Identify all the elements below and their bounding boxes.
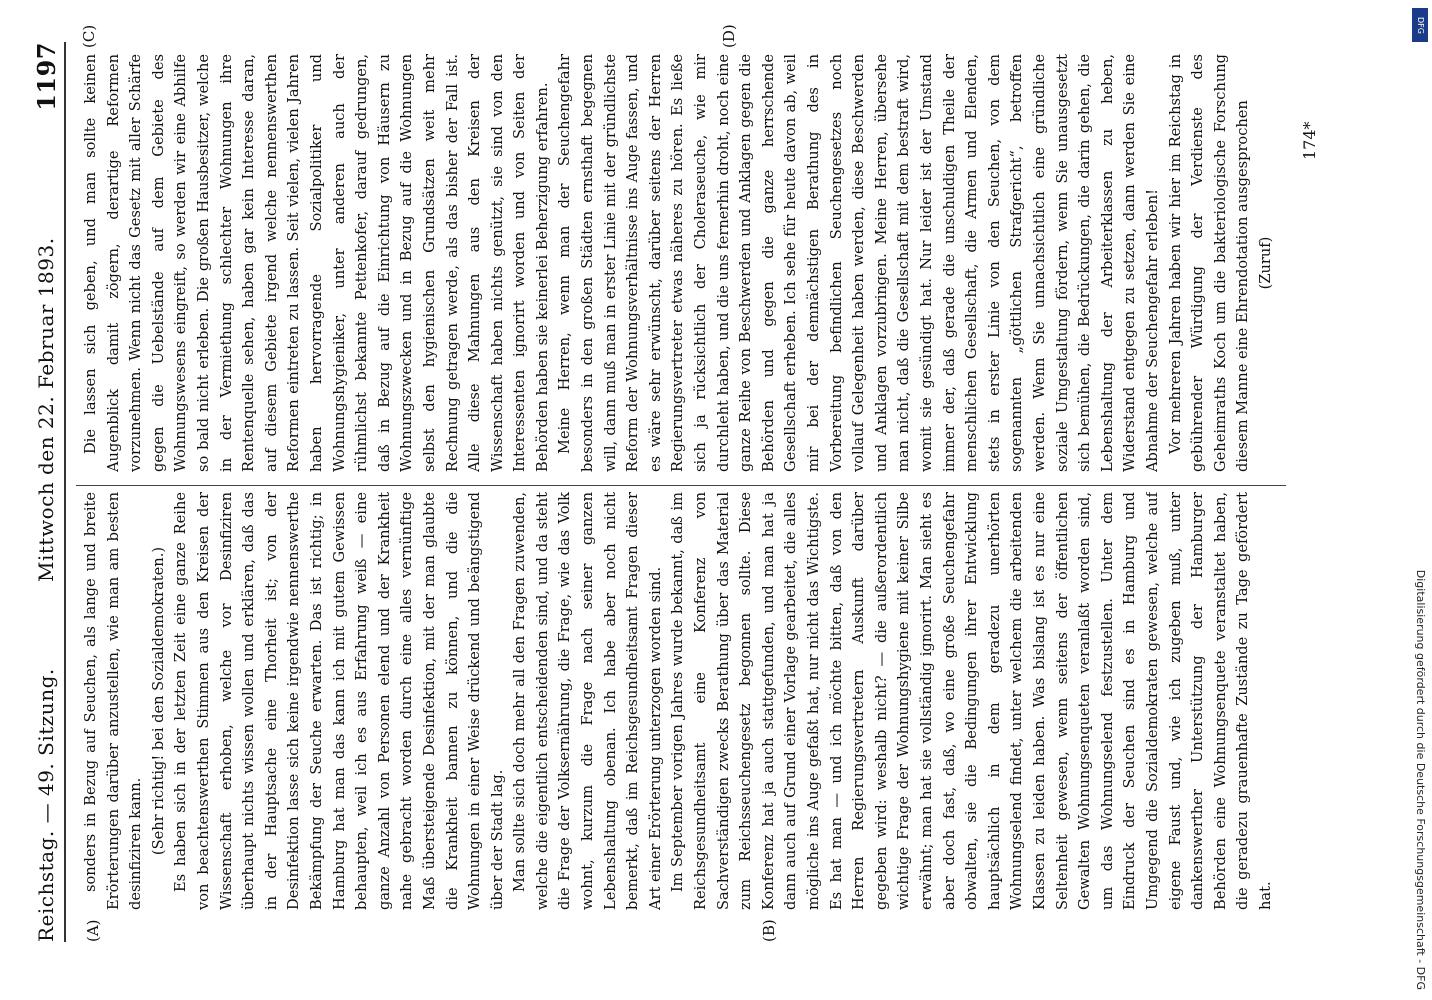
column-divider (76, 485, 1286, 486)
paragraph: Im September vorigen Jahres wurde bekannt, daß im Reichsgesundheitsamt eine Konferenz von Sachverständigen zwecks Berathung über das Material zum Reichsseuchengesetz begonnen sollte. Diese Konferenz hat ja auch stattgefunden, und man hat ja dann auch auf Grund einer Vorlage gearbeitet, die alles mögliche ins Auge gefaßt hat, nur nicht das Wichtigste. Es hat man — und ich möchte bitten, daß von den Herren Regierungsvertretern Auskunft darüber gegeben wird: weshalb nicht? — die außerordentlich wichtige Frage der Wohnungshygiene mit keiner Silbe erwähnt; man hat sie vollständig ignorirt. Man sieht es aber doch fast, daß, wo eine große Seuchengefahr obwalten, sie die Bedingungen ihrer Entwicklung hauptsächlich in dem geradezu unerhörten Wohnungselend findet, unter welchem die arbeitenden Klassen zu leiden haben. Was bislang ist es nur eine Seltenheit gewesen, wenn seitens der öffentlichen Gewalten Wohnungsenqueten veranlaßt worden sind, um das Wohnungselend festzustellen. Unter dem Eindruck der Seuchen sind es in Hamburg und Umgegend die Sozialdemokraten gewesen, welche auf eigene Faust und, wie ich zugeben muß, unter dankenswerther Unterstützung der Hamburger Behörden eine Wohnungsenquete veranstaltet haben, die geradezu grauenhafte Zustände zu Tage gefördert hat. (669, 492, 1274, 910)
paragraph: Man sollte sich doch mehr all den Fragen zuwenden, welche die eigentlich entscheidenden sind, und da steht die Frage der Volksernährung, die Frage, wie das Volk wohnt, kurzum die Frage nach seiner ganzen Lebenshaltung obenan. Ich habe aber noch nicht bemerkt, daß im Reichsgesundheitsamt Fragen dieser Art einer Erörterung unterzogen worden sind. (511, 492, 664, 910)
left-column (80, 492, 1280, 910)
folio-mark: 174* (1300, 121, 1319, 160)
margin-marker-d: (D) (720, 24, 738, 48)
header-rule (64, 42, 66, 942)
paragraph: sonders in Bezug auf Seuchen, als lange und breite Erörterungen darüber anzustellen, wie man am besten desinfiziren kann. (82, 492, 145, 910)
page-number: 1197 (32, 42, 61, 111)
paragraph (1277, 54, 1280, 472)
paragraph: Die lassen sich geben, und man sollte keinen Augenblick damit zögern, derartige Reformen vorzunehmen. Wenn nicht das Gesetz mit aller Schärfe gegen die Uebelstände auf dem Gebiete des Wohnungswesens eingreift, so werden wir eine Abhilfe so bald nicht erleben. Die großen Hausbesitzer, welche in der Vermiethung schlechter Wohnungen ihre Rentenquelle sehen, haben gar kein Interesse daran, auf diesem Gebiete irgend welche nennenswerthen Reformen eintreten zu lassen. Seit vielen, vielen Jahren haben hervorragende Sozialpolitiker und Wohnungshygieniker, unter anderen auch der rühmlichst bekannte Pettenkofer, darauf gedrungen, daß in Bezug auf die Einrichtung von Häusern zu Wohnungszwecken und in Bezug auf die Wohnungen selbst den hygienischen Grundsätzen weit mehr Rechnung getragen werde, als das bisher der Fall ist. Alle diese Mahnungen aus den Kreisen der Wissenschaft haben nichts genützt, sie sind von den Interessenten ignorirt worden und von Seiten der Behörden haben sie keinerlei Beherzigung erfahren. (82, 54, 551, 472)
header-session: Reichstag. — 49. Sitzung. (34, 668, 58, 942)
digitization-credit: Digitalisierung gefördert durch die Deutsche Forschungsgemeinschaft - DFG (1414, 569, 1427, 990)
paragraph: (Zuruf) (1256, 236, 1274, 290)
header-date: Mittwoch den 22. Februar 1893. (34, 237, 58, 582)
paragraph: Es haben sich in der letzten Zeit eine ganze Reihe von beachtenswerthen Stimmen aus den Kreisen der Wissenschaft erhoben, welche vor Desinfiziren überhaupt nichts wissen wollen und erklären, daß das in der Hauptsache eine Thorheit ist; von der Desinfektion lasse sich keine irgendwie nennenswerthe Bekämpfung der Seuche erwarten. Das ist richtig; in Hamburg hat man das kann ich mit gutem Gewissen behaupten, weil ich es aus Erfahrung weiß — eine ganze Anzahl von Personen elend und der Krankheit nahe gebracht worden durch eine alles vernünftige Maß übersteigende Desinfektion, mit der man glaubte die Krankheit bannen zu können, und die die Wohnungen in einer Weise drückend und beängstigend über der Stadt lag. (172, 492, 506, 910)
margin-marker-a: (A) (84, 919, 102, 942)
digitization-credit-strip (1408, 0, 1432, 1000)
paragraph: (Sehr richtig! bei den Sozialdemokraten.) (149, 546, 167, 856)
paragraph: Meine Herren, wenn man der Seuchengefahr besonders in den großen Städten ernsthaft begegnen will, dann muß man in erster Linie mit der gründlichste Reform der Wohnungsverhältnisse ins Auge fassen, und es wäre sehr erwünscht, darüber seitens der Herren Regierungsvertreter etwas näheres zu hören. Es ließe sich ja rücksichtlich der Choleraseuche, wie mir durchleht haben, und die uns fernerhin droht, noch eine ganze Reihe von Beschwerden und Anklagen gegen die Behörden und gegen die ganze herrschende Gesellschaft erheben. Ich sehe für heute davon ab, weil mir bei der demnächstigen Berathung des in Vorbereitung befindlichen Seuchengesetzes noch vollauf Gelegenheit haben werden, diese Beschwerden und Anklagen vorzubringen. Meine Herren, übersehe man nicht, daß die Gesellschaft mit dem bestraft wird, womit sie gesündigt hat. Nur leider ist der Umstand immer der, daß gerade die unschuldigen Theile der menschlichen Gesellschaft, die Armen und Elenden, stets in erster Linie von den Seuchen, von dem sogenannten „göttlichen Strafgericht“, betroffen werden. Wenn Sie unnachsichtlich eine gründliche soziale Umgestaltung fördern, wenn Sie unausgesetzt sich bemühen, die Bedrückungen, die darin gehen, die Lebenshaltung der Arbeiterklassen zu heben, Widerstand entgegen zu setzen, dann werden Sie eine Abnahme der Seuchengefahr erleben! (556, 54, 1161, 472)
right-column (80, 54, 1280, 472)
margin-marker-b: (B) (760, 919, 778, 942)
page-header (28, 42, 62, 942)
paragraph (1277, 492, 1280, 910)
dfg-logo: DFG (1412, 8, 1428, 42)
margin-marker-c: (C) (80, 24, 98, 48)
paragraph: Vor mehreren Jahren haben wir hier im Reichstag in gebührender Würdigung der Verdienste des Geheimraths Koch um die bakteriologische Forschung diesem Manne eine Ehrendotation ausgesprochen (1166, 54, 1252, 472)
